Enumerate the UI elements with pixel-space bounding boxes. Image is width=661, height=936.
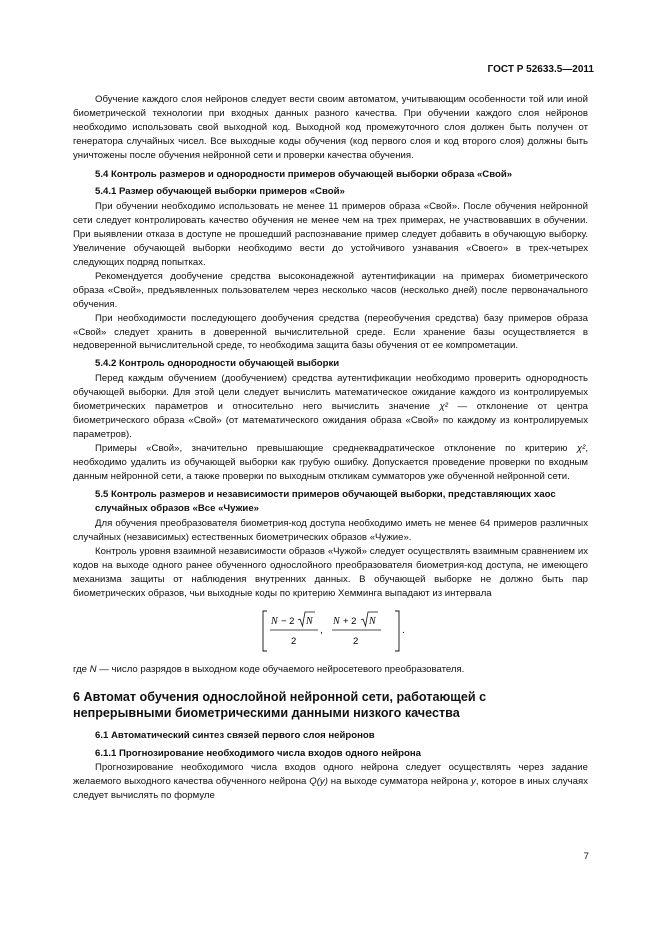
paragraph: Для обучения преобразователя биометрия-код доступа необходимо иметь не менее 64 примеров различных случайных (независимых) естественных биометрических образов «Чужие». xyxy=(73,518,588,544)
text-run: — отклонение от центра биометрического образа «Свой» (от математического ожидания образа «Свой» по каждому из контролируемых параметров). xyxy=(73,401,588,440)
text-run: — число разрядов в выходном коде обучаемого нейросетевого преобразователя. xyxy=(96,663,465,675)
document-body xyxy=(73,93,588,803)
formula-plus-two: + 2 xyxy=(343,615,357,627)
section-heading-6: 6 Автомат обучения однослойной нейронной сети, работающей с непрерывными биометрическими данными низкого качества xyxy=(73,689,487,720)
paragraph: Рекомендуется дообучение средства высоконадежной аутентификации на примерах биометрического образа «Свой», предъявленных пользователем через несколько часов (несколько дней) после первоначального обучения. xyxy=(73,270,588,310)
text-run: Примеры «Свой», значительно превышающие среднеквадратическое отклонение по критерию xyxy=(95,442,577,454)
formula-n: N xyxy=(333,615,340,627)
variable-n: N xyxy=(89,663,97,675)
section-heading-5-4-1: 5.4.1 Размер обучающей выборки примеров «Свой» xyxy=(95,186,345,198)
formula-svg xyxy=(261,609,411,653)
hamming-interval-formula xyxy=(73,609,588,653)
chi-square-symbol: χ² xyxy=(439,401,448,413)
standard-header: ГОСТ Р 52633.5—2011 xyxy=(487,64,594,75)
text-run: Прогнозирование необходимого числа входов одного нейрона следует осуществлять через задание желаемого выходного качества обученного нейрона xyxy=(73,762,588,788)
paragraph xyxy=(73,663,588,677)
page-number: 7 xyxy=(583,851,589,862)
svg-text:,: , xyxy=(320,624,323,636)
text-run: Перед каждым обучением (дообучением) средства аутентификации необходимо проверить однородность обучающей выборки. Для этой цели следует вычислить математическое ожидание каждого из контролируемых биометрических параметров и относительно него вычислить значение xyxy=(73,373,588,413)
formula-denominator: 2 xyxy=(353,635,359,647)
formula-minus-two: − 2 xyxy=(281,615,295,627)
paragraph xyxy=(73,372,588,442)
chi-square-symbol: χ² xyxy=(576,442,586,454)
section-heading-6-1: 6.1 Автоматический синтез связей первого слоя нейронов xyxy=(95,729,375,741)
paragraph: При обучении необходимо использовать не менее 11 примеров образа «Свой». После обучения нейронной сети следует контролировать качество обучения не менее чем на трех примерах, не участвовавших в обучении. При выявлении отказа в доступе не прошедший распознавание пример следует добавить в обучающую выборку. Увеличение обучающей выборки необходимо вести до устойчивого узнавания «Своего» в трех-четырех следующих подряд попытках. xyxy=(73,201,588,268)
section-heading-5-5: 5.5 Контроль размеров и независимости примеров обучающей выборки, представляющих хаос случайных образов «Все «Чужие» xyxy=(95,489,556,515)
formula-sqrt-n: N xyxy=(369,615,376,627)
svg-text:.: . xyxy=(402,624,405,636)
paragraph xyxy=(73,761,588,803)
variable-y: y xyxy=(471,776,476,788)
formula-sqrt-n: N xyxy=(306,615,313,627)
text-run: на выходе сумматора нейрона xyxy=(327,776,472,788)
section-heading-6-1-1: 6.1.1 Прогнозирование необходимого числа входов одного нейрона xyxy=(95,747,421,759)
paragraph xyxy=(73,442,588,484)
formula-n: N xyxy=(271,615,278,627)
paragraph: Обучение каждого слоя нейронов следует вести своим автоматом, учитывающим особенности той или иной биометрической технологии при входных данных разного качества. При обучении каждого слоя нейронов необходимо использовать свой выходной код. Выходной код промежуточного слоя должен быть получен от генератора случайных чисел. Все выходные коды обучения (код первого слоя и код второго слоя) должны быть уничтожены после обучения нейронной сети и проверки качества обучения. xyxy=(73,94,588,161)
variable-q-y: Q(y) xyxy=(309,776,328,788)
formula-denominator: 2 xyxy=(291,635,297,647)
paragraph: Контроль уровня взаимной независимости образов «Чужой» следует осуществлять взаимным сравнением их кодов на выходе одного ранее обученного однослойного преобразователя биометрия-код доступа, не имеющего механизма защиты от наблюдения внутренних данных. В обучающей выборке не должно быть пар биометрических образов, чьи выходные коды по критерию Хемминга выпадают из интервала xyxy=(73,546,588,599)
paragraph: При необходимости последующего дообучения средства (переобучения средства) базу примеров образа «Свой» следует хранить в доверенной вычислительной среде. Если хранение базы осуществляется в недоверенной вычислительной среде, то необходима защита базы обучения от ее компрометации. xyxy=(73,312,588,352)
text-run: где xyxy=(73,663,90,675)
text-run: , необходимо удалить из обучающей выборки как грубую ошибку. Допускается проведение проверки по входным данным нейронной сети, а также проверки по выходным откликам сумматоров уже обученной нейронной сети. xyxy=(73,442,588,482)
section-heading-5-4: 5.4 Контроль размеров и однородности примеров обучающей выборки образа «Свой» xyxy=(95,168,513,180)
section-heading-5-4-2: 5.4.2 Контроль однородности обучающей выборки xyxy=(95,358,340,370)
text-run: , которое в иных случаях следует вычислять по формуле xyxy=(73,776,589,802)
